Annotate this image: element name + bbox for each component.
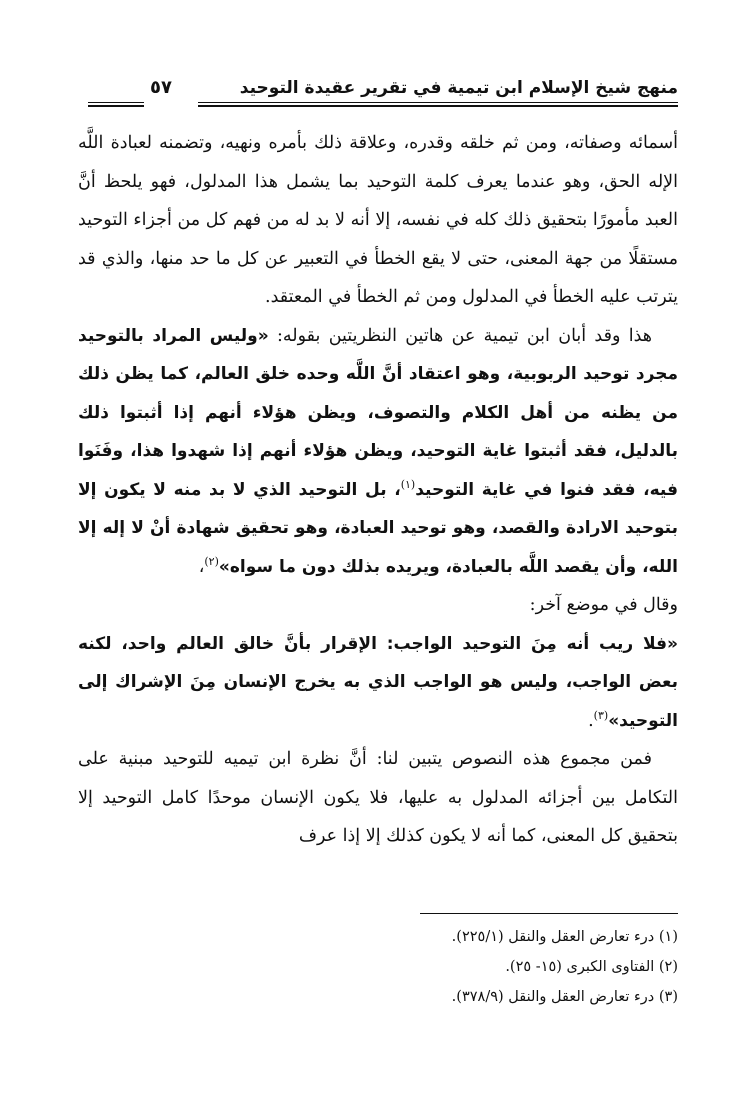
footnote-ref: (٢): [204, 554, 219, 568]
quote-text: ، بل التوحيد الذي لا بد منه لا يكون إلا بتوحيد الارادة والقصد، وهو توحيد العبادة، وهو تحقيق شهادة أنْ لا إله إلا الله، وأن يقصد اللَّه بالعبادة، ويريده بذلك دون ما سواه»: [78, 479, 678, 577]
paragraph: أسمائه وصفاته، ومن ثم خلقه وقدره، وعلاقة ذلك بأمره ونهيه، وتضمنه لعبادة اللَّه الإله الحق، وهو عندما يعرف كلمة التوحيد بما يشمل هذا المدلول، فهو يلحظ أنَّ العبد مأمورًا بتحقيق ذلك كله في نفسه، إلا أنه لا بد له من فهم كل من أجزاء التوحيد مستقلًا من جهة المعنى، حتى لا يقع الخطأ في التعبير عن كل ما حد منها، والذي قد يترتب عليه الخطأ في المدلول ومن ثم الخطأ في المعتقد.: [78, 133, 678, 307]
footnotes: [300, 922, 678, 1012]
footnote: (٣) درء تعارض العقل والنقل (٣٧٨/٩).: [451, 989, 678, 1005]
footnote: (١) درء تعارض العقل والنقل (٢٢٥/١).: [451, 929, 678, 945]
page-header: [88, 76, 678, 106]
paragraph-quote: [78, 625, 678, 741]
punctuation: ،: [198, 556, 205, 577]
page-number-rule: [88, 102, 144, 107]
footnote-ref: (١): [400, 477, 416, 491]
header-rule: [198, 102, 678, 107]
quote-text: «فلا ريب أنه مِنَ التوحيد الواجب: الإقرار بأنَّ خالق العالم واحد، لكنه بعض الواجب، وليس هو الواجب الذي به يخرج الإنسان مِنَ الإشراك إلى التوحيد»: [78, 633, 678, 731]
paragraph-quote-intro: [78, 317, 678, 587]
footnote-separator: [420, 913, 678, 914]
punctuation: .: [588, 710, 594, 731]
footnote: (٢) الفتاوى الكبرى (١٥- ٢٥).: [505, 959, 678, 975]
running-title: منهج شيخ الإسلام ابن تيمية في تقرير عقيدة التوحيد: [239, 78, 678, 98]
paragraph: فمن مجموع هذه النصوص يتبين لنا: أنَّ نظرة ابن تيميه للتوحيد مبنية على التكامل بين أجزائه المدلول به عليها، فلا يكون الإنسان موحدًا كامل التوحيد إلا بتحقيق كل المعنى، كما أنه لا يكون كذلك إلا إذا عرف: [78, 749, 678, 846]
page-number: ٥٧: [150, 77, 172, 98]
body-text: [78, 124, 678, 856]
quote-intro: هذا وقد أبان ابن تيمية عن هاتين النظريتين بقوله:: [268, 325, 653, 346]
paragraph: وقال في موضع آخر:: [529, 595, 678, 615]
quote-text: «وليس المراد بالتوحيد مجرد توحيد الربوبية، وهو اعتقاد أنَّ اللَّه وحده خلق العالم، كما يظن ذلك من يظنه من أهل الكلام والتصوف، ويظن هؤلاء أنهم إذا أثبتوا ذلك بالدليل، فقد أثبتوا غاية التوحيد، ويظن هؤلاء أنهم إذا شهدوا هذا، وفَنَوا فيه، فقد فنوا في غاية التوحيد: [78, 325, 678, 500]
footnote-ref: (٣): [593, 708, 609, 722]
